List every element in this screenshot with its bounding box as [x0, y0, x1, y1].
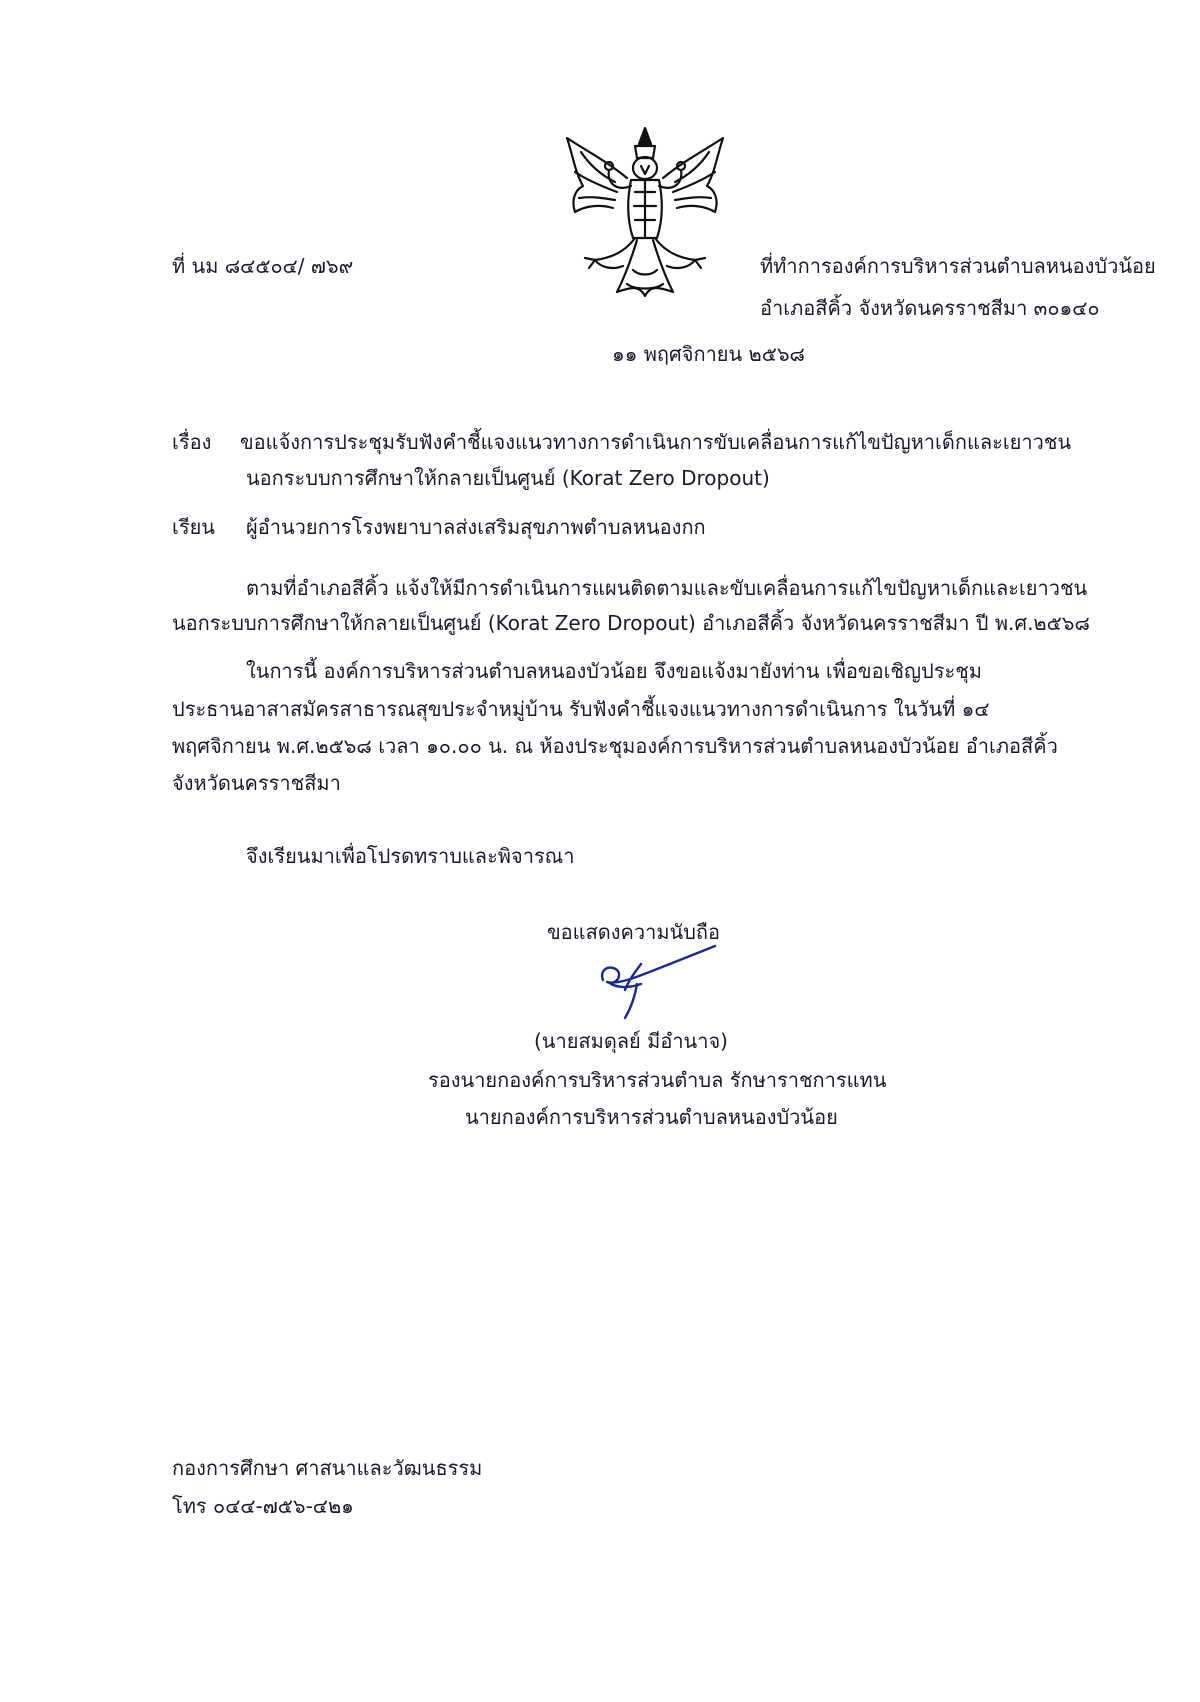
subject-line-2: นอกระบบการศึกษาให้กลายเป็นศูนย์ (Korat Zero Dropout)	[246, 466, 770, 490]
footer-department: กองการศึกษา ศาสนาและวัฒนธรรม	[172, 1456, 483, 1480]
footer-telephone: โทร ๐๔๔-๗๕๖-๔๒๑	[172, 1494, 354, 1518]
complimentary-close: ขอแสดงความนับถือ	[547, 920, 721, 944]
subject-label: เรื่อง	[172, 430, 212, 454]
sender-address-line-1: ที่ทำการองค์การบริหารส่วนตำบลหนองบัวน้อย	[760, 254, 1156, 278]
document-reference-number: ที่ นม ๘๔๕๐๔/ ๗๖๙	[172, 254, 354, 278]
paragraph-1-line-2: นอกระบบการศึกษาให้กลายเป็นศูนย์ (Korat Zero Dropout) อำเภอสีคิ้ว จังหวัดนครราชสีมา ปี พ.ศ.๒๕๖๘	[172, 611, 1090, 635]
paragraph-2-line-1: ในการนี้ องค์การบริหารส่วนตำบลหนองบัวน้อย จึงขอแจ้งมายังท่าน เพื่อขอเชิญประชุม	[246, 659, 982, 683]
paragraph-2-line-4: จังหวัดนครราชสีมา	[172, 771, 341, 795]
recipient-name: ผู้อำนวยการโรงพยาบาลส่งเสริมสุขภาพตำบลหนองกก	[246, 515, 706, 539]
recipient-label: เรียน	[172, 515, 215, 539]
paragraph-1-line-1: ตามที่อำเภอสีคิ้ว แจ้งให้มีการดำเนินการแผนติดตามและขับเคลื่อนการแก้ไขปัญหาเด็กและเยาวชน	[246, 576, 1088, 600]
paragraph-2-line-3: พฤศจิกายน พ.ศ.๒๕๖๘ เวลา ๑๐.๐๐ น. ณ ห้องประชุมองค์การบริหารส่วนตำบลหนองบัวน้อย อำเภอสีคิ้ว	[172, 734, 1058, 758]
sender-address-line-2: อำเภอสีคิ้ว จังหวัดนครราชสีมา ๓๐๑๔๐	[760, 296, 1100, 320]
closing-sentence: จึงเรียนมาเพื่อโปรดทราบและพิจารณา	[246, 844, 575, 868]
garuda-emblem-icon	[555, 120, 735, 310]
paragraph-2-line-2: ประธานอาสาสมัครสาธารณสุขประจำหมู่บ้าน รับฟังคำชี้แจงแนวทางการดำเนินการ ในวันที่ ๑๔	[172, 697, 990, 721]
signatory-position-line-1: รองนายกองค์การบริหารส่วนตำบล รักษาราชการแทน	[428, 1068, 887, 1092]
signatory-position-line-2: นายกองค์การบริหารส่วนตำบลหนองบัวน้อย	[465, 1105, 838, 1129]
document-date: ๑๑ พฤศจิกายน ๒๕๖๘	[612, 342, 805, 366]
subject-line-1: ขอแจ้งการประชุมรับฟังคำชี้แจงแนวทางการดำเนินการขับเคลื่อนการแก้ไขปัญหาเด็กและเยาวชน	[240, 430, 1072, 454]
handwritten-signature	[585, 940, 725, 1020]
signatory-name: (นายสมดุลย์ มีอำนาจ)	[534, 1029, 728, 1053]
